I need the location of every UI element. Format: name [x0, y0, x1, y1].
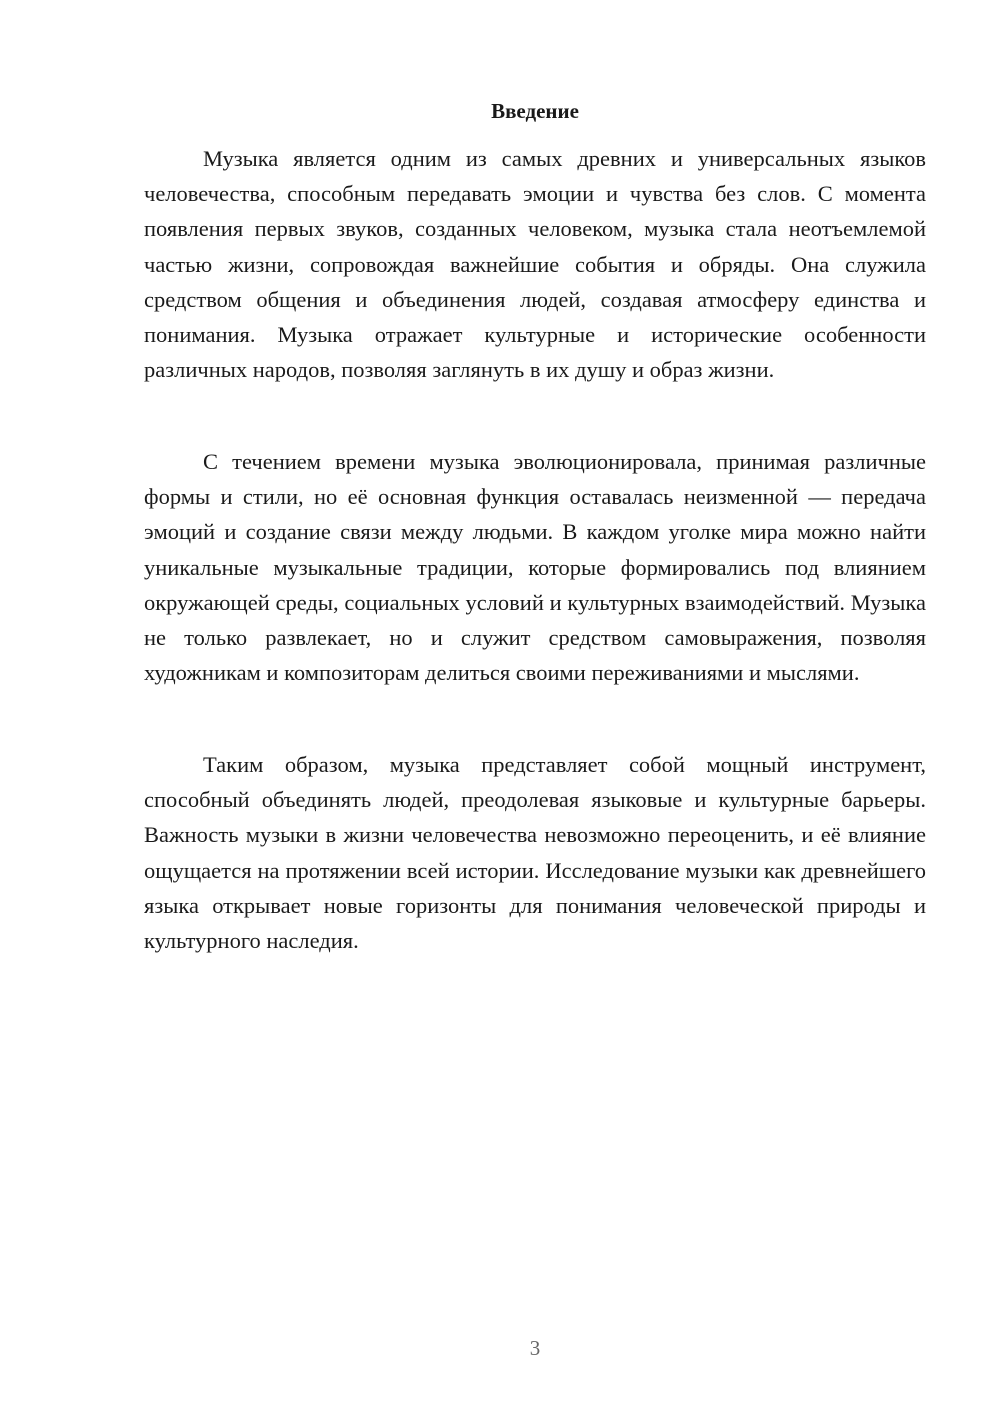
paragraph-1: Музыка является одним из самых древних и универсальных языков человечества, способным передавать эмоции и чувства без слов. С момента появления первых звуков, созданных человеком, музыка стала неотъемлемой частью жизни, сопровождая важнейшие события и обряды. Она служила средством общения и объединения людей, создавая атмосферу единства и понимания. Музыка отражает культурные и исторические особенности различных народов, позволяя заглянуть в их душу и образ жизни. [144, 146, 926, 383]
paragraph-2: С течением времени музыка эволюционировала, принимая различные формы и стили, но её основная функция оставалась неизменной — передача эмоций и создание связи между людьми. В каждом уголке мира можно найти уникальные музыкальные традиции, которые формировались под влиянием окружающей среды, социальных условий и культурных взаимодействий. Музыка не только развлекает, но и служит средством самовыражения, позволяя художникам и композиторам делиться своими переживаниями и мыслями. [144, 449, 926, 686]
paragraph-3: Таким образом, музыка представляет собой мощный инструмент, способный объединять людей, преодолевая языковые и культурные барьеры. Важность музыки в жизни человечества невозможно переоценить, и её влияние ощущается на протяжении всей истории. Исследование музыки как древнейшего языка открывает новые горизонты для понимания человеческой природы и культурного наследия. [144, 752, 926, 954]
page-number: 3 [529, 1336, 541, 1360]
page-title: Введение [491, 99, 579, 123]
